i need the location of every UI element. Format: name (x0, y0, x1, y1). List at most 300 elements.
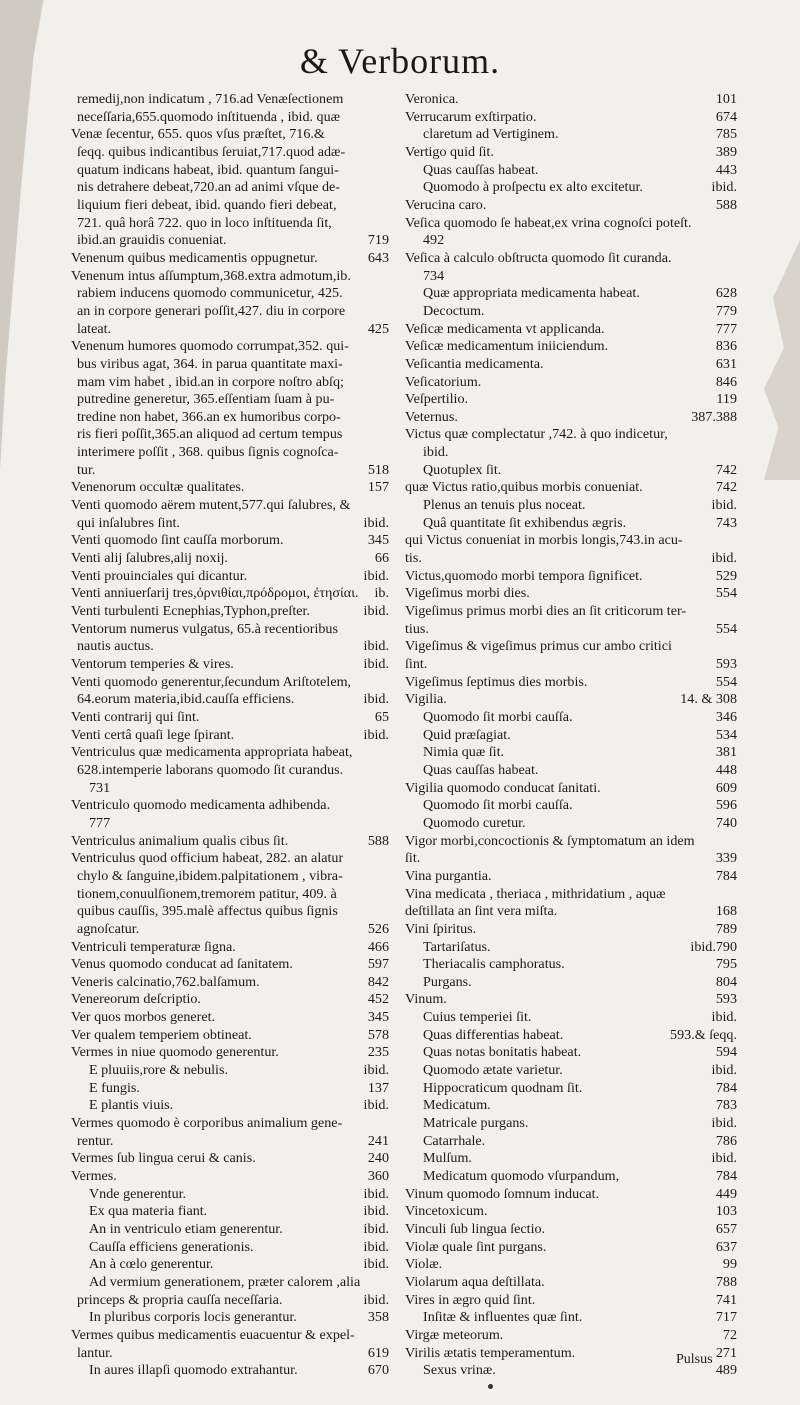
index-column-left (71, 92, 389, 1380)
entry-text: Quomodo curetur. (423, 815, 526, 830)
index-entry (71, 1204, 389, 1221)
entry-text: Quomodo ſit morbi cauſſa. (423, 798, 573, 813)
page-reference: 449 (715, 1186, 737, 1202)
page-reference: 741 (715, 1292, 737, 1308)
page-reference: 670 (367, 1363, 389, 1379)
index-entry (405, 710, 737, 727)
index-entry (405, 1240, 737, 1257)
index-entry (405, 657, 737, 674)
entry-text: An à cœlo generentur. (89, 1257, 214, 1272)
page-reference: 271 (715, 1345, 737, 1361)
entry-text: Plenus an tenuis plus noceat. (423, 498, 586, 513)
index-entry (71, 551, 389, 568)
index-entry (71, 1098, 389, 1115)
index-entry (71, 692, 389, 709)
page-reference: ibid. (363, 515, 389, 531)
index-entry (405, 286, 737, 303)
page-reference: 593 (715, 992, 737, 1008)
entry-text: Hippocraticum quodnam ſit. (423, 1080, 583, 1095)
entry-text: 64.eorum materia,ibid.cauſſa efficiens. (77, 692, 295, 707)
entry-text: Ventriculi temperaturæ ſigna. (71, 939, 236, 954)
index-entry (405, 763, 737, 780)
index-entry (405, 1116, 737, 1133)
entry-text: 721. quâ horâ 722. quo in loco inſtituenda ſit, (77, 215, 332, 230)
index-entry (405, 269, 737, 286)
entry-text: Quotuplex ſit. (423, 462, 502, 477)
entry-text: Vigeſimus & vigeſimus primus cur ambo critici (405, 639, 672, 654)
index-entry (405, 533, 737, 550)
page-reference: ibid. (363, 1257, 389, 1273)
page-reference: 72 (722, 1327, 737, 1343)
page-reference: ibid.790 (690, 939, 737, 955)
page-reference: 588 (715, 197, 737, 213)
page-reference: 740 (715, 815, 737, 831)
entry-text: Nimia quæ ſit. (423, 745, 505, 760)
page-reference: 836 (715, 339, 737, 355)
entry-text: lateat. (77, 321, 112, 336)
page-reference: ibid. (711, 1151, 737, 1167)
entry-text: remedij,non indicatum , 716.ad Venæſectionem (77, 92, 344, 107)
page-reference: ibid. (363, 657, 389, 672)
index-entry (405, 957, 737, 974)
index-entry (71, 1151, 389, 1168)
page-reference: 381 (715, 745, 737, 761)
entry-text: rentur. (77, 1133, 114, 1148)
catchword: Pulsus (676, 1352, 713, 1367)
entry-text: Veronica. (405, 92, 459, 107)
entry-text: Vigilia. (405, 692, 447, 707)
index-entry (71, 975, 389, 992)
index-entry (405, 922, 737, 939)
entry-text: Mulſum. (423, 1151, 472, 1166)
page-reference: 489 (715, 1363, 737, 1379)
index-entry (71, 586, 389, 603)
entry-text: 734 (423, 268, 445, 283)
index-entry (405, 1293, 737, 1310)
page-reference: 743 (715, 515, 737, 531)
page-reference: 157 (367, 480, 389, 496)
page-reference: 783 (715, 1098, 737, 1114)
page-reference: 103 (715, 1204, 737, 1220)
index-entry (405, 639, 737, 656)
entry-text: Venti quomodo aërem mutent,577.qui ſalubres, & (71, 498, 351, 513)
page-reference: 795 (715, 957, 737, 973)
page-reference: 345 (367, 533, 389, 549)
entry-text: Ventriculus quod officium habeat, 282. an alatur (71, 851, 344, 866)
entry-text: tredine non habet, 366.an ex humoribus corpo- (77, 409, 341, 424)
entry-text: Venti quomodo ſint cauſſa morborum. (71, 533, 284, 548)
index-entry (405, 992, 737, 1009)
entry-text: Venti quomodo generentur,ſecundum Ariſtotelem, (71, 674, 352, 689)
index-entry (405, 427, 737, 444)
index-entry (71, 304, 389, 321)
entry-text: Venti certâ quaſi lege ſpirant. (71, 727, 235, 742)
entry-text: Venti contrarij qui ſint. (71, 709, 200, 725)
index-entry (71, 1328, 389, 1345)
entry-text: nautis auctus. (77, 639, 154, 654)
entry-text: Violæ quale ſint purgans. (405, 1239, 547, 1254)
entry-text: Virilis ætatis temperamentum. (405, 1345, 576, 1360)
entry-text: Vires in ægro quid ſint. (405, 1292, 536, 1307)
index-entry (71, 745, 389, 762)
entry-text: E pluuiis,rore & nebulis. (89, 1063, 228, 1078)
entry-text: Venus quomodo conducat ad ſanitatem. (71, 957, 293, 972)
page-reference: 240 (367, 1151, 389, 1167)
page-reference: 777 (715, 321, 737, 337)
page-reference: ibid. (363, 1063, 389, 1079)
index-entry (71, 216, 389, 233)
entry-text: quibus cauſſis, 395.malè affectus quibus ſignis (77, 904, 338, 919)
index-entry (71, 904, 389, 921)
index-entry (405, 940, 737, 957)
entry-text: Theriacalis camphoratus. (423, 957, 565, 972)
page-reference: 785 (715, 127, 737, 143)
index-entry (405, 110, 737, 127)
index-entry (405, 1151, 737, 1168)
index-entry (405, 904, 737, 921)
index-entry (405, 586, 737, 603)
page-reference: 788 (715, 1274, 737, 1290)
entry-text: tur. (77, 462, 96, 477)
page-reference: 339 (715, 851, 737, 867)
entry-text: nis detrahere debeat,720.an ad animi vſque de- (77, 180, 340, 195)
entry-text: mam vim habet , ibid.an in corpore noſtro abſq; (77, 374, 344, 389)
index-entry (405, 498, 737, 515)
entry-text: Sexus vrinæ. (423, 1363, 496, 1378)
index-entry (71, 1257, 389, 1274)
index-entry (405, 339, 737, 356)
page-reference: 137 (367, 1080, 389, 1096)
index-entry (71, 92, 389, 109)
index-entry (71, 639, 389, 656)
index-entry (405, 1169, 737, 1186)
page-reference: ibid. (363, 1222, 389, 1237)
entry-text: Verucina caro. (405, 197, 487, 213)
entry-text: Violæ. (405, 1257, 443, 1272)
index-entry (405, 551, 737, 568)
entry-text: Vertigo quid ſit. (405, 144, 494, 160)
page-reference: 643 (367, 250, 389, 266)
index-entry (405, 569, 737, 586)
index-entry (71, 710, 389, 727)
entry-text: ſeqq. quibus indicantibus ſeruiat,717.quod adæ- (77, 144, 346, 160)
page-reference: 346 (715, 709, 737, 725)
page-reference: 789 (715, 921, 737, 937)
page-reference: ibid. (711, 1116, 737, 1132)
index-entry (71, 1081, 389, 1098)
index-entry (405, 1045, 737, 1062)
page-reference: 526 (367, 921, 389, 937)
page-reference: 846 (715, 374, 737, 390)
entry-text: Venenum humores quomodo corrumpat,352. qui- (71, 339, 349, 354)
entry-text: Veſicatorium. (405, 374, 482, 389)
entry-text: Cuius temperiei ſit. (423, 1010, 532, 1025)
entry-text: Catarrhale. (423, 1133, 486, 1148)
entry-text: liquium fieri debeat, ibid. quando fieri debeat, (77, 197, 337, 213)
entry-text: Ventriculus animalium qualis cibus ſit. (71, 833, 289, 848)
page-reference: 619 (367, 1345, 389, 1361)
index-entry (71, 410, 389, 427)
page-reference: 235 (367, 1045, 389, 1061)
entry-text: Quas differentias habeat. (423, 1027, 564, 1042)
entry-text: Matricale purgans. (423, 1116, 529, 1131)
index-entry (71, 1063, 389, 1080)
entry-text: Victus,quomodo morbi tempora ſignificet. (405, 568, 643, 583)
index-entry (405, 392, 737, 409)
index-entry (71, 427, 389, 444)
entry-text: neceſſaria,655.quomodo inſtituenda , ibid. quæ (77, 109, 341, 124)
page-reference: 241 (367, 1133, 389, 1149)
page-reference: ibid. (711, 1063, 737, 1079)
entry-text: E fungis. (89, 1080, 140, 1095)
entry-text: claretum ad Vertiginem. (423, 127, 559, 142)
entry-text: interimere poſſit , 368. quibus ſignis cognoſca- (77, 445, 339, 460)
entry-text: Virgæ meteorum. (405, 1327, 504, 1343)
entry-text: Veſicæ medicamentum iniiciendum. (405, 339, 609, 354)
index-entry (71, 1275, 389, 1292)
page-reference: 596 (715, 798, 737, 814)
index-entry (71, 392, 389, 409)
index-entry (71, 127, 389, 144)
index-entry (71, 728, 389, 745)
page-reference: 360 (367, 1169, 389, 1185)
entry-text: Ventriculo quomodo medicamenta adhibenda. (71, 798, 331, 813)
page-reference: 345 (367, 1010, 389, 1026)
page-reference: 534 (715, 727, 737, 743)
entry-text: Vigeſimus ſeptimus dies morbis. (405, 674, 588, 689)
page-reference: 784 (715, 1169, 737, 1185)
index-entry (71, 163, 389, 180)
index-entry (71, 533, 389, 550)
index-entry (405, 745, 737, 762)
index-entry (71, 869, 389, 886)
page-reference: ibid. (363, 1098, 389, 1114)
index-entry (71, 1116, 389, 1133)
index-entry (405, 1028, 737, 1045)
page-reference: 529 (715, 568, 737, 584)
index-entry (71, 851, 389, 868)
index-entry (71, 233, 389, 250)
page-reference: 593 (715, 657, 737, 672)
entry-text: rabiem inducens quomodo communicetur, 425. (77, 286, 343, 301)
entry-text: Quas cauſſas habeat. (423, 762, 539, 778)
entry-text: ibid.an grauidis conueniat. (77, 233, 227, 248)
page-reference: 554 (715, 586, 737, 602)
page-reference: 742 (715, 462, 737, 478)
index-entry (71, 1045, 389, 1062)
entry-text: Cauſſa efficiens generationis. (89, 1239, 254, 1254)
ink-dot (488, 1384, 493, 1389)
entry-text: Veneris calcinatio,762.balſamum. (71, 974, 260, 989)
page-reference: 786 (715, 1133, 737, 1149)
entry-text: agnoſcatur. (77, 921, 140, 936)
index-entry (71, 516, 389, 533)
entry-text: Vina purgantia. (405, 868, 492, 883)
entry-text: Vini ſpiritus. (405, 921, 477, 936)
entry-text: Ventorum numerus vulgatus, 65.à recentioribus (71, 621, 338, 636)
index-entry (405, 781, 737, 798)
page-reference: ibid. (363, 1186, 389, 1202)
page-reference: 554 (715, 674, 737, 690)
index-entry (405, 304, 737, 321)
entry-text: Vermes quibus medicamentis euacuentur & expel- (71, 1327, 355, 1343)
entry-text: Vina medicata , theriaca , mithridatium , aquæ (405, 886, 666, 901)
entry-text: Vinum quomodo ſomnum inducat. (405, 1186, 600, 1201)
index-entry (71, 269, 389, 286)
entry-text: qui inſalubres ſint. (77, 515, 180, 530)
index-entry (405, 357, 737, 374)
index-entry (405, 410, 737, 427)
page-reference: ibid. (711, 1010, 737, 1026)
entry-text: Veſica quomodo ſe habeat,ex vrina cognoſci poteſt. (405, 215, 692, 230)
index-entry (71, 816, 389, 833)
entry-text: Vinculi ſub lingua ſectio. (405, 1222, 546, 1237)
index-entry (405, 322, 737, 339)
index-entry (71, 940, 389, 957)
index-entry (405, 1310, 737, 1327)
index-entry (71, 657, 389, 674)
index-entry (71, 180, 389, 197)
page-reference: 609 (715, 780, 737, 796)
index-entry (71, 622, 389, 639)
index-entry (71, 569, 389, 586)
index-entry (405, 463, 737, 480)
entry-text: Vigilia quomodo conducat ſanitati. (405, 780, 601, 795)
entry-text: ris fieri poſſit,365.an aliquod ad certum tempus (77, 427, 343, 442)
entry-text: tionem,conuulſionem,tremorem patitur, 409. à (77, 886, 337, 901)
index-entry (405, 233, 737, 250)
entry-text: lantur. (77, 1345, 113, 1360)
page-reference: 717 (715, 1310, 737, 1326)
index-entry (405, 251, 737, 268)
page-reference: 784 (715, 868, 737, 884)
index-entry (71, 922, 389, 939)
index-entry (405, 216, 737, 233)
page-reference: 14. & 308 (680, 692, 737, 708)
entry-text: Venti prouinciales qui dicantur. (71, 568, 248, 583)
index-entry (71, 480, 389, 497)
index-entry (405, 816, 737, 833)
page-reference: 99 (722, 1257, 737, 1273)
entry-text: an in corpore generari poſſit,427. diu in corpore (77, 303, 346, 318)
page-reference: 578 (367, 1027, 389, 1043)
entry-text: Quas cauſſas habeat. (423, 162, 539, 177)
index-entry (405, 445, 737, 462)
index-entry (405, 728, 737, 745)
index-entry (71, 498, 389, 515)
index-entry (71, 198, 389, 215)
index-entry (71, 1310, 389, 1327)
entry-text: Venti alij ſalubres,alij noxij. (71, 551, 228, 566)
index-entry (71, 1293, 389, 1310)
index-entry (71, 834, 389, 851)
page-reference: 588 (367, 833, 389, 849)
entry-text: Veternus. (405, 409, 458, 424)
page-reference: 443 (715, 162, 737, 178)
index-entry (405, 1187, 737, 1204)
page-reference: 452 (367, 992, 389, 1008)
index-entry (71, 798, 389, 815)
entry-text: Venæ ſecentur, 655. quos vſus præſtet, 716.& (71, 127, 325, 142)
index-entry (71, 251, 389, 268)
entry-text: Decoctum. (423, 303, 485, 318)
entry-text: Violarum aqua deſtillata. (405, 1274, 545, 1290)
page-reference: 389 (715, 144, 737, 160)
page-reference: 631 (715, 356, 737, 372)
index-entry (71, 1169, 389, 1186)
entry-text: Verrucarum exſtirpatio. (405, 109, 537, 124)
entry-text: Veſpertilio. (405, 392, 469, 407)
entry-text: Veſica à calculo obſtructa quomodo ſit curanda. (405, 250, 672, 265)
entry-text: An in ventriculo etiam generentur. (89, 1222, 283, 1237)
index-entry (71, 1240, 389, 1257)
entry-text: Medicatum. (423, 1098, 491, 1113)
index-entry (405, 163, 737, 180)
index-entry (71, 763, 389, 780)
page-reference: ibid. (363, 604, 389, 620)
index-entry (71, 445, 389, 462)
entry-text: E plantis viuis. (89, 1098, 174, 1113)
entry-text: Ver qualem temperiem obtineat. (71, 1027, 252, 1042)
entry-text: Ventriculus quæ medicamenta appropriata habeat, (71, 745, 353, 760)
index-entry (405, 127, 737, 144)
page-reference: ibid. (363, 1239, 389, 1255)
entry-text: Veſicantia medicamenta. (405, 356, 544, 371)
entry-text: Vinum. (405, 992, 447, 1007)
entry-text: bus viribus agat, 364. in parua quantitate maxi- (77, 356, 343, 371)
page-reference: ibid. (363, 568, 389, 584)
entry-text: Vigeſimus morbi dies. (405, 586, 530, 601)
page-reference: ibid. (363, 639, 389, 655)
index-entry (405, 145, 737, 162)
entry-text: ſit. (405, 851, 421, 866)
index-entry (405, 1328, 737, 1345)
entry-text: Vermes quomodo è corporibus animalium gene- (71, 1116, 343, 1131)
index-entry (71, 957, 389, 974)
entry-text: ſint. (405, 657, 428, 672)
page-reference: 594 (715, 1045, 737, 1061)
page-reference: ibid. (363, 727, 389, 743)
index-entry (405, 1010, 737, 1027)
index-entry (405, 516, 737, 533)
index-entry (405, 675, 737, 692)
index-entry (71, 992, 389, 1009)
entry-text: Purgans. (423, 974, 472, 989)
page-reference: 466 (367, 939, 389, 955)
index-entry (71, 1222, 389, 1239)
index-entry (71, 357, 389, 374)
entry-text: Venenorum occultæ qualitates. (71, 480, 245, 495)
index-entry (405, 869, 737, 886)
page-reference: ibid. (363, 1204, 389, 1220)
entry-text: Victus quæ complectatur ,742. à quo indicetur, (405, 427, 668, 442)
entry-text: Venti anniuerſarij tres,ὀρνιθίαι,πρόδρομοι, ἐτησίαι. (71, 586, 359, 601)
entry-text: 731 (89, 780, 111, 795)
index-entry (71, 145, 389, 162)
page-reference: 657 (715, 1222, 737, 1237)
entry-text: Inſitæ & influentes quæ ſint. (423, 1310, 583, 1325)
index-entry (405, 480, 737, 497)
entry-text: Ex qua materia fiant. (89, 1204, 208, 1219)
index-entry (405, 1098, 737, 1115)
entry-text: deſtillata an ſint vera miſta. (405, 904, 558, 919)
index-entry (405, 1204, 737, 1221)
page-reference: ibid. (711, 498, 737, 514)
entry-text: Venereorum deſcriptio. (71, 992, 201, 1007)
page-reference: 784 (715, 1080, 737, 1096)
index-entry (71, 1028, 389, 1045)
page-reference: 66 (374, 551, 389, 567)
